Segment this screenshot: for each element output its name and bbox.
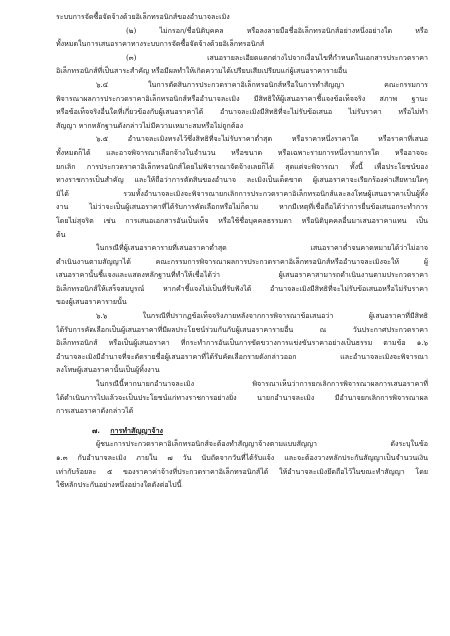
text-line: งาน ไม่ว่าจะเป็นผู้เสนอราคาที่ได้รับการคัดเลือกหรือไม่ก็ตาม หากมีเหตุที่เชื่อถือได้ว่าการยื่นข้อเสนอกระทำการ: [56, 202, 428, 212]
paragraph: [56, 377, 428, 418]
text-line: อำนาจละเมิงมีอำนาจที่จะตัดรายชื่อผู้เสนอราคาที่ได้รับคัดเลือกรายดังกล่าวออก และอำนาจละเมิงจะพิจารณา: [56, 351, 428, 361]
text-line: ได้ดำเนินการไปแล้วจะเป็นประโยชน์แก่ทางราชการอย่างยิ่ง นายกอำนาจละเมิง มีอำนาจยกเลิกการพิจารณาผล: [56, 392, 428, 402]
document-body: [56, 10, 428, 418]
text-line: พิจารณาผลการประกวดราคาอิเล็กทรอนิกส์หรืออำนาจละเมิง มีสิทธิให้ผู้เสนอราคาชี้แจงข้อเท็จจริง สภาพ ฐานะ: [56, 93, 428, 103]
text-line: ทั้งหมดก็ได้ และอาจพิจารณาเลือกจ้างในจำนวน หรือขนาด หรือเฉพาะรายการหนึ่งรายการใด หรืออาจจะ: [56, 147, 428, 157]
section-7-title: การทำสัญญาจ้าง: [110, 425, 164, 435]
text-line: ต้น: [56, 229, 66, 239]
paragraph: [56, 309, 428, 377]
text-line: อิเล็กทรอนิกส์ หรือเป็นผู้เสนอราคา ที่กระทำการอันเป็นการขัดขวางการแข่งขันราคาอย่างเป็นธรรม ตามข้อ ๑.๖: [56, 338, 428, 348]
text-line: โดยไม่สุจริต เช่น การเสนอเอกสารอันเป็นเท็จ หรือใช้ชื่อบุคคลธรรมดา หรือนิติบุคคลอื่นมาเสนอราคาแทน เป็น: [56, 215, 428, 225]
text-line: ๖.๖ ในกรณีที่ปรากฏข้อเท็จจริงภายหลังจากการพิจารณาข้อเสนอว่า ผู้เสนอราคาที่มีสิทธิ: [96, 311, 428, 321]
text-line: สัญญา หากหลักฐานดังกล่าวไม่มีความเหมาะสมหรือไม่ถูกต้อง: [56, 120, 244, 130]
text-line: อิเล็กทรอนิกส์ให้เสร็จสมบูรณ์ หากคำชี้แจงไม่เป็นที่รับฟังได้ อำนาจละเมิงมีสิทธิที่จะไม่รับข้อเสนอหรือไม่รับราคา: [56, 283, 428, 293]
paragraph: [56, 132, 428, 241]
text-line: ๖.๔ ในการตัดสินการประกวดราคาอิเล็กทรอนิกส์หรือในการทำสัญญา คณะกรรมการ: [96, 79, 428, 89]
text-line: ของผู้เสนอราคารายนั้น: [56, 297, 127, 307]
text-line: การเสนอราคาดังกล่าวได้: [56, 406, 134, 416]
text-line: ได้รับการคัดเลือกเป็นผู้เสนอราคาที่มีผลประโยชน์ร่วมกันกับผู้เสนอราคารายอื่น ณ วันประกาศประกวดราคา: [56, 324, 428, 334]
text-line: ทั้งหมดในการเสนอราคาทางระบบการจัดซื้อจัดจ้างด้วยอิเล็กทรอนิกส์: [56, 39, 265, 49]
paragraph: [56, 24, 428, 51]
text-line: ๖.๕ อำนาจละเมิงทรงไว้ซึ่งสิทธิที่จะไม่รับราคาต่ำสุด หรือราคาหนึ่งราคาใด หรือราคาที่เสนอ: [96, 134, 428, 144]
text-line: ทางราชการเป็นสำคัญ และให้ถือว่าการตัดสินของอำนาจ ละเมิงเป็นเด็ดขาด ผู้เสนอราคาจะเรียกร้องค่าเสียหายใดๆ: [56, 175, 428, 185]
paragraph: [56, 10, 428, 24]
text-line: ในกรณีที่ผู้เสนอราคารายที่เสนอราคาต่ำสุด เสนอราคาต่ำจนคาดหมายได้ว่าไม่อาจ: [96, 243, 428, 253]
text-line: (๓) เสนอรายละเอียดแตกต่างไปจากเงื่อนไขที่กำหนดในเอกสารประกวดราคา: [126, 52, 428, 62]
text-line: ดำเนินงานตามสัญญาได้ คณะกรรมการพิจารณาผลการประกวดราคาอิเล็กทรอนิกส์หรืออำนาจละเมิงจะให้ ผู้: [56, 256, 428, 266]
text-line: เท่ากับร้อยละ ๕ ของราคาค่าจ้างที่ประกวดราคาอิเล็กทรอนิกส์ได้ ให้อำนาจละเมิงยึดถือไว้ในขณะทำสัญญา โดย: [56, 466, 428, 476]
paragraph: [56, 78, 428, 132]
text-line: เสนอราคานั้นชี้แจงและแสดงหลักฐานที่ทำให้เชื่อได้ว่า ผู้เสนอราคาสามารถดำเนินงานตามประกวดราคา: [56, 270, 428, 280]
section-7-heading: [56, 424, 428, 438]
text-line: ระบบการจัดซื้อจัดจ้างด้วยอิเล็กทรอนิกส์ของอำนาจละเมิง: [56, 12, 230, 21]
text-line: ใช้หลักประกันอย่างหนึ่งอย่างใดดังต่อไปนี้: [56, 480, 182, 490]
paragraph: [56, 241, 428, 309]
text-line: หรือข้อเท็จจริงอื่นใดที่เกี่ยวข้องกับผู้เสนอราคาได้ อำนาจละเมิงมีสิทธิที่จะไม่รับข้อเสนอ ไม่รับราคา หรือไม่ทำ: [56, 107, 428, 117]
paragraph: [56, 51, 428, 78]
text-line: ยกเลิก การประกวดราคาอิเล็กทรอนิกส์โดยไม่พิจารณาจัดจ้างเลยก็ได้ สุดแต่จะพิจารณา ทั้งนี้ เพื่อประโยชน์ของ: [56, 161, 428, 171]
text-line: ในกรณีนี้หากนายกอำนาจละเมิง พิจารณาเห็นว่าการยกเลิกการพิจารณาผลการเสนอราคาที่: [96, 379, 428, 389]
text-line: อิเล็กทรอนิกส์ที่เป็นสาระสำคัญ หรือมีผลทำให้เกิดความได้เปรียบเสียเปรียบแก่ผู้เสนอราคารายอื่น: [56, 66, 348, 76]
section-7-body: [56, 437, 428, 491]
text-line: มิได้ รวมทั้งอำนาจละเมิงจะพิจารณายกเลิกการประกวดราคาอิเล็กทรอนิกส์และลงโทษผู้เสนอราคาเป็นผู้ทิ้ง: [56, 188, 428, 198]
text-line: ผู้ชนะการประกวดราคาอิเล็กทรอนิกส์จะต้องทำสัญญาจ้างตามแบบสัญญา ดังระบุในข้อ: [96, 439, 428, 449]
text-line: ลงโทษผู้เสนอราคานั้นเป็นผู้ทิ้งงาน: [56, 365, 160, 375]
text-line: (๒) ไม่กรอก/ชื่อนิติบุคคล หรือลงลายมือชื่ออิเล็กทรอนิกส์อย่างหนึ่งอย่างใด หรือ: [126, 25, 428, 35]
text-line: ๑.๓ กับอำนาจละเมิง ภายใน ๗ วัน นับถัดจากวันที่ได้รับแจ้ง และจะต้องวางหลักประกันสัญญาเป็นจำนวนเงิน: [56, 453, 428, 462]
section-7-number: ๗.: [92, 425, 100, 435]
